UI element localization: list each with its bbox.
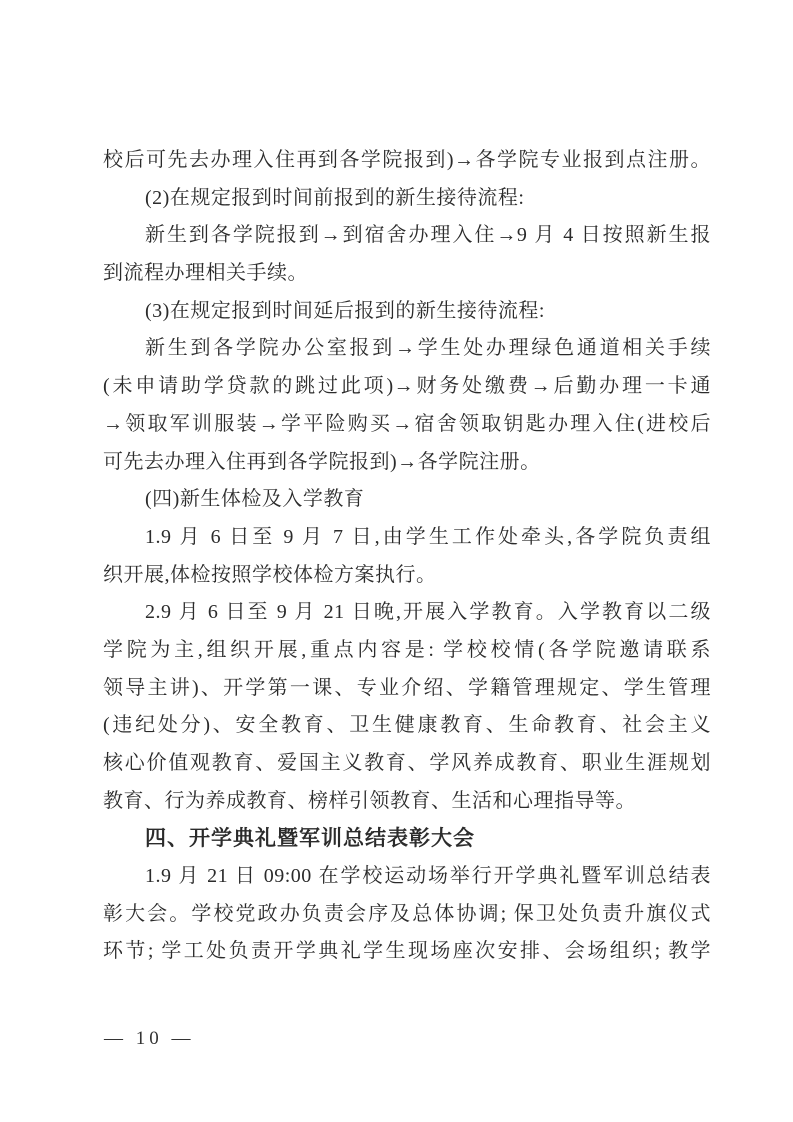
text-line: 核心价值观教育、爱国主义教育、学风养成教育、职业生涯规划 bbox=[103, 752, 711, 774]
text-line: 教育、行为养成教育、榜样引领教育、生活和心理指导等。 bbox=[103, 789, 636, 812]
text-line: (违纪处分)、安全教育、卫生健康教育、生命教育、社会主义 bbox=[103, 714, 711, 737]
text-line: 新生到各学院报到→到宿舍办理入住→9 月 4 日按照新生报 bbox=[145, 224, 711, 247]
text-line: (未申请助学贷款的跳过此项)→财务处缴费→后勤办理一卡通 bbox=[103, 375, 711, 398]
text-line: (3)在规定报到时间延后报到的新生接待流程: bbox=[145, 299, 545, 322]
text-line: (2)在规定报到时间前报到的新生接待流程: bbox=[145, 186, 525, 209]
text-line: 2.9 月 6 日至 9 月 21 日晚,开展入学教育。入学教育以二级 bbox=[145, 601, 711, 624]
text-line: 新生到各学院办公室报到→学生处办理绿色通道相关手续 bbox=[145, 337, 711, 360]
text-line: 织开展,体检按照学校体检方案执行。 bbox=[103, 563, 437, 586]
text-line: 可先去办理入住再到各学院报到)→各学院注册。 bbox=[103, 450, 541, 473]
subsection-heading: (四)新生体检及入学教育 bbox=[145, 488, 365, 511]
text-line: 学院为主,组织开展,重点内容是: 学校校情(各学院邀请联系 bbox=[103, 638, 711, 661]
page-number: — 10 — bbox=[104, 1028, 195, 1049]
text-line: 到流程办理相关手续。 bbox=[103, 262, 308, 285]
text-line: 彰大会。学校党政办负责会序及总体协调; 保卫处负责升旗仪式 bbox=[103, 902, 711, 925]
text-line: 领导主讲)、开学第一课、专业介绍、学籍管理规定、学生管理 bbox=[103, 676, 711, 699]
text-line: 环节; 学工处负责开学典礼学生现场座次安排、会场组织; 教学 bbox=[103, 940, 711, 963]
text-line: 校后可先去办理入住再到各学院报到)→各学院专业报到点注册。 bbox=[103, 149, 711, 171]
text-line: →领取军训服装→学平险购买→宿舍领取钥匙办理入住(进校后 bbox=[103, 412, 711, 435]
section-heading: 四、开学典礼暨军训总结表彰大会 bbox=[145, 827, 475, 851]
text-line: 1.9 月 21 日 09:00 在学校运动场举行开学典礼暨军训总结表 bbox=[145, 865, 711, 888]
document-body bbox=[103, 142, 711, 971]
text-line: 1.9 月 6 日至 9 月 7 日,由学生工作处牵头,各学院负责组 bbox=[145, 525, 711, 548]
